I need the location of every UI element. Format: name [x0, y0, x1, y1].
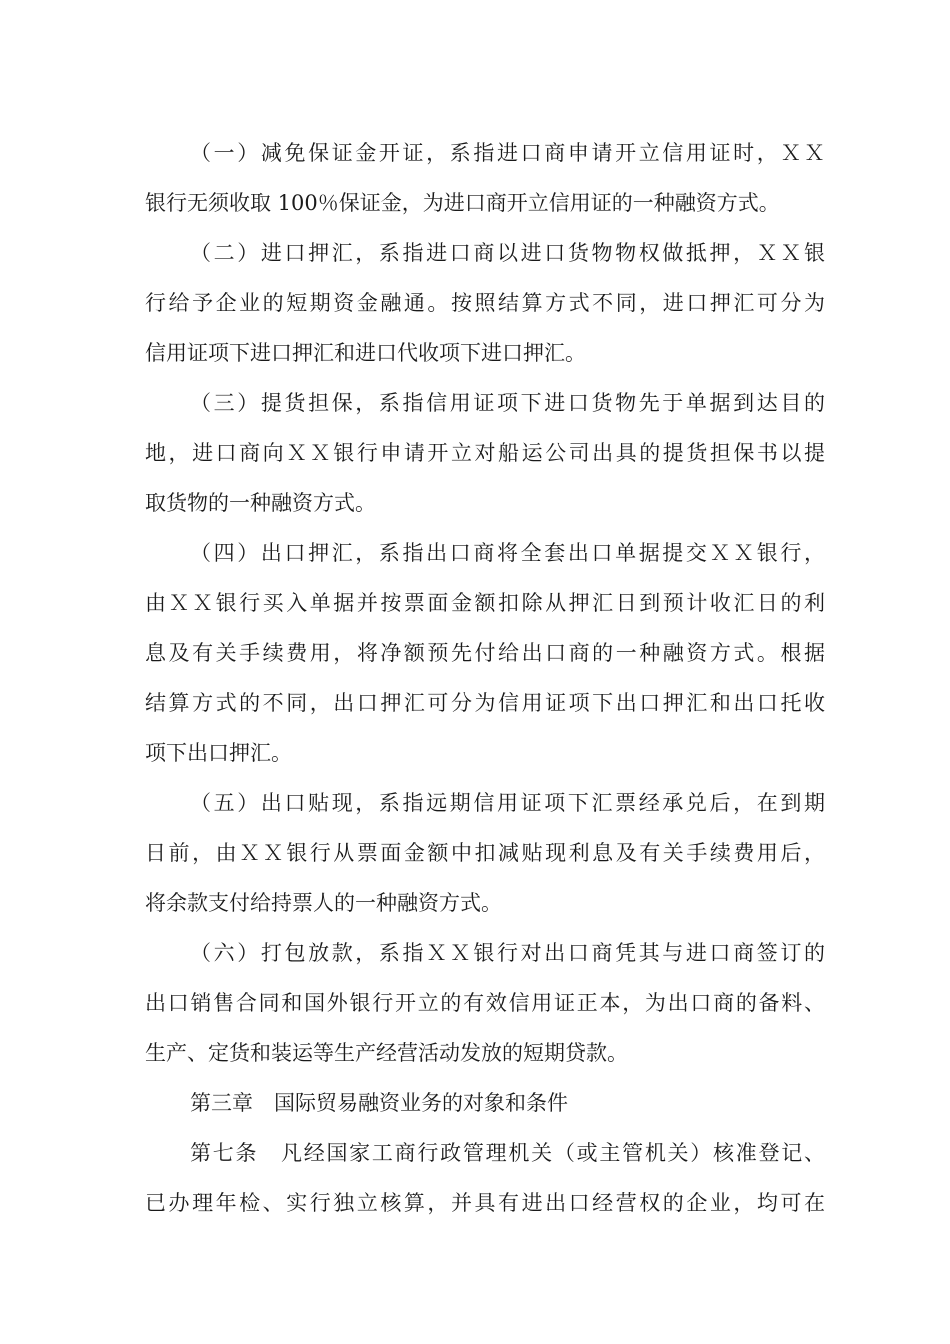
- text-line: 项下出口押汇。: [145, 741, 292, 765]
- text-line: （二）进口押汇，系指进口商以进口货物物权做抵押，ＸＸ银: [190, 241, 825, 265]
- text-line: 行给予企业的短期资金融通。按照结算方式不同，进口押汇可分为: [145, 291, 825, 315]
- text-line: 第七条 凡经国家工商行政管理机关（或主管机关）核准登记、: [190, 1141, 825, 1165]
- text-line: 取货物的一种融资方式。: [145, 491, 376, 515]
- text-line: 结算方式的不同，出口押汇可分为信用证项下出口押汇和出口托收: [145, 691, 825, 715]
- text-line: （三）提货担保，系指信用证项下进口货物先于单据到达目的: [190, 391, 825, 415]
- text-line: 出口销售合同和国外银行开立的有效信用证正本，为出口商的备料、: [145, 991, 825, 1015]
- document-body: [145, 128, 825, 1228]
- text-line: （六）打包放款，系指ＸＸ银行对出口商凭其与进口商签订的: [190, 941, 825, 965]
- text-line: 息及有关手续费用，将净额预先付给出口商的一种融资方式。根据: [145, 641, 825, 665]
- text-line: （一）减免保证金开证，系指进口商申请开立信用证时，ＸＸ: [190, 141, 825, 165]
- text-line: （五）出口贴现，系指远期信用证项下汇票经承兑后，在到期: [190, 791, 825, 815]
- text-line: 已办理年检、实行独立核算，并具有进出口经营权的企业，均可在: [145, 1191, 825, 1215]
- text-line: 由ＸＸ银行买入单据并按票面金额扣除从押汇日到预计收汇日的利: [145, 591, 825, 615]
- text-line: 生产、定货和装运等生产经营活动发放的短期贷款。: [145, 1041, 628, 1065]
- text-line: 地，进口商向ＸＸ银行申请开立对船运公司出具的提货担保书以提: [145, 441, 825, 465]
- text-line: 日前，由ＸＸ银行从票面金额中扣减贴现利息及有关手续费用后，: [145, 841, 825, 865]
- text-line: 银行无须收取 100％保证金，为进口商开立信用证的一种融资方式。: [145, 191, 780, 215]
- text-line: 信用证项下进口押汇和进口代收项下进口押汇。: [145, 341, 586, 365]
- text-line: （四）出口押汇，系指出口商将全套出口单据提交ＸＸ银行，: [190, 541, 825, 565]
- text-line: 将余款支付给持票人的一种融资方式。: [145, 891, 502, 915]
- text-line: 第三章 国际贸易融资业务的对象和条件: [190, 1091, 568, 1115]
